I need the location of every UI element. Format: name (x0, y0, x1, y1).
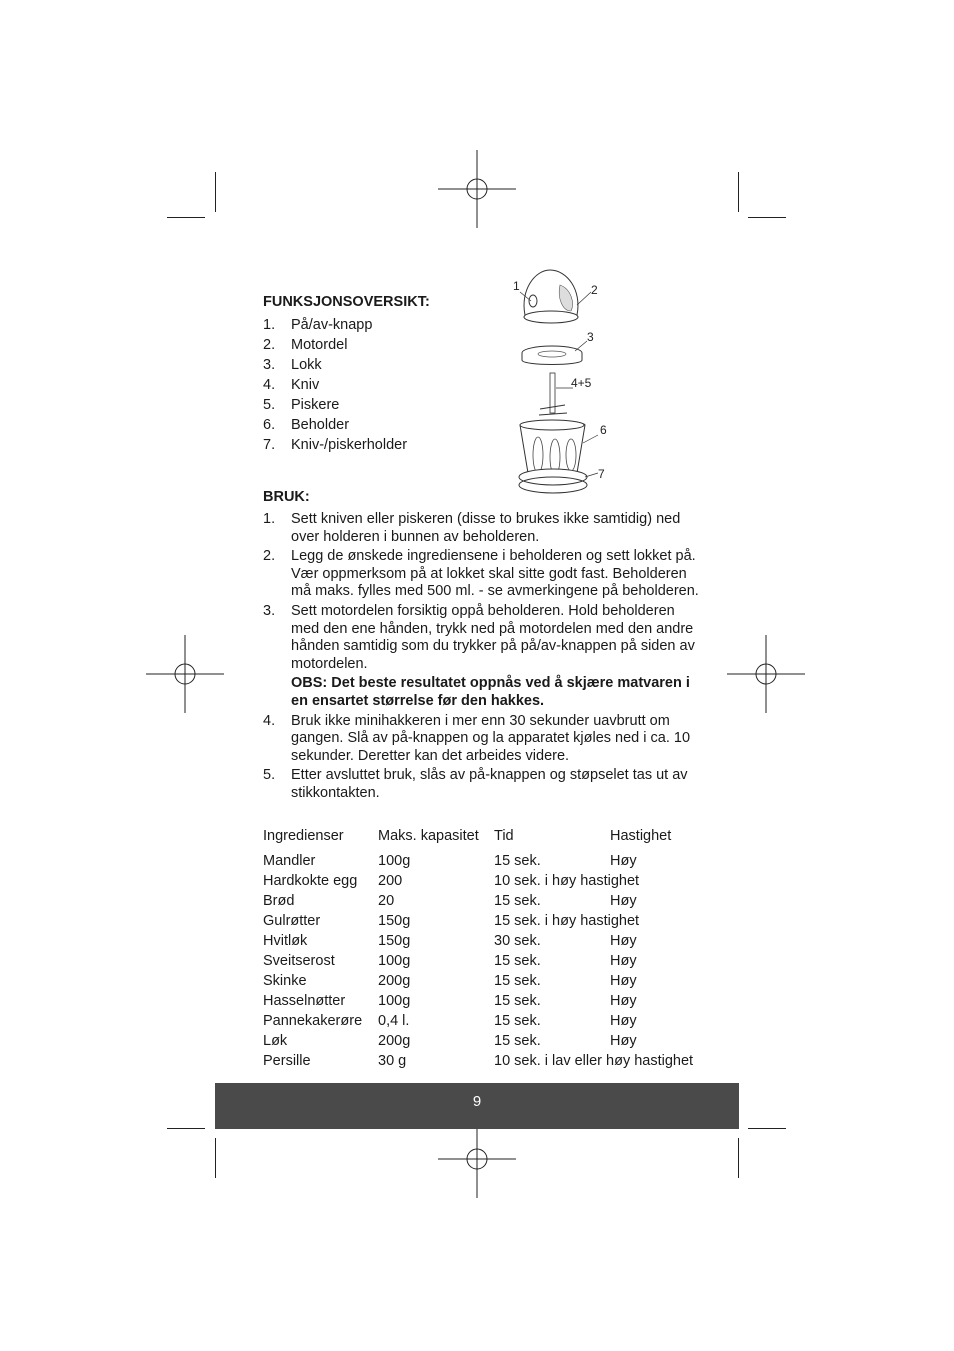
overview-list (263, 315, 407, 455)
callout-label: 6 (600, 423, 607, 437)
list-item: 2. Motordel (263, 337, 348, 353)
table-header: Ingredienser Maks. kapasitet Tid Hastighet (263, 828, 672, 844)
list-item: 7. Kniv-/piskerholder (263, 437, 408, 453)
crop-mark (748, 217, 786, 218)
table-row: Mandler 100g 15 sek. Høy (263, 853, 637, 869)
ingredients-table (263, 826, 703, 1071)
table-row: Hardkokte egg 200 10 sek. i høy hastighet (263, 873, 640, 889)
callout-label: 4+5 (571, 376, 592, 390)
crop-mark (738, 1138, 739, 1178)
list-item: 4. Kniv (263, 377, 320, 393)
crop-mark (215, 172, 216, 212)
crop-mark (738, 172, 739, 212)
table-row: Persille 30 g 10 sek. i lav eller høy hastighet (263, 1053, 694, 1069)
table-row: Løk 200g 15 sek. Høy (263, 1033, 637, 1049)
registration-mark-left (146, 635, 224, 713)
callout-label: 1 (513, 279, 520, 293)
registration-mark-right (727, 635, 805, 713)
table-row: Hasselnøtter 100g 15 sek. Høy (263, 993, 637, 1009)
callout-label: 3 (587, 330, 594, 344)
table-row: Brød 20 15 sek. Høy (263, 893, 637, 909)
usage-steps (263, 511, 703, 805)
list-item: 3. Lokk (263, 357, 322, 373)
list-item: 6. Beholder (263, 417, 350, 433)
crop-mark (215, 1138, 216, 1178)
table-row: Pannekakerøre 0,4 l. 15 sek. Høy (263, 1013, 637, 1029)
callout-label: 2 (591, 283, 598, 297)
registration-mark-top (438, 150, 516, 228)
list-item: 1. Sett kniven eller piskeren (disse to brukes ikke samtidig) ned over holderen i bunnen av beholderen. (263, 511, 681, 545)
list-item: 2. Legg de ønskede ingrediensene i beholderen og sett lokket på. Vær oppmerksom på at lokket skal sitte godt fast. Beholderen må maks. fylles med 500 ml. - se avmerkingene på beholderen. (263, 548, 699, 600)
table-row: Hvitløk 150g 30 sek. Høy (263, 933, 637, 949)
crop-mark (167, 217, 205, 218)
page-footer (215, 1083, 739, 1129)
callout-label: 7 (598, 467, 605, 481)
list-item: 5. Etter avsluttet bruk, slås av på-knappen og støpselet tas ut av stikkontakten. (263, 767, 688, 801)
note-text: OBS: Det beste resultatet oppnås ved å skjære matvaren i en ensartet størrelse før den hakkes. (291, 675, 690, 709)
list-item: 3. Sett motordelen forsiktig oppå beholderen. Hold beholderen med den ene hånden, trykk ned på motordelen med den andre hånden samtidig som du trykker på på/av-knappen på siden av motordelen. OBS: Det beste resultatet oppnås ved å skjære matvaren i en ensartet størrelse før den hakkes. (263, 603, 703, 711)
table-row: Sveitserost 100g 15 sek. Høy (263, 953, 637, 969)
crop-mark (748, 1128, 786, 1129)
overview-heading: FUNKSJONSOVERSIKT: (263, 294, 430, 310)
usage-heading: BRUK: (263, 489, 310, 505)
list-item: 5. Piskere (263, 397, 340, 413)
list-item: 4. Bruk ikke minihakkeren i mer enn 30 sekunder uavbrutt om gangen. Slå av på-knappen og la apparatet kjøles ned i ca. 10 sekunder. Deretter kan det arbeides videre. (263, 712, 691, 764)
crop-mark (167, 1128, 205, 1129)
page-number: 9 (472, 1093, 482, 1110)
table-row: Gulrøtter 150g 15 sek. i høy hastighet (263, 913, 640, 929)
table-row: Skinke 200g 15 sek. Høy (263, 973, 637, 989)
list-item: 1. På/av-knapp (263, 317, 373, 333)
chopper-diagram (505, 265, 620, 505)
registration-mark-bottom (438, 1120, 516, 1198)
